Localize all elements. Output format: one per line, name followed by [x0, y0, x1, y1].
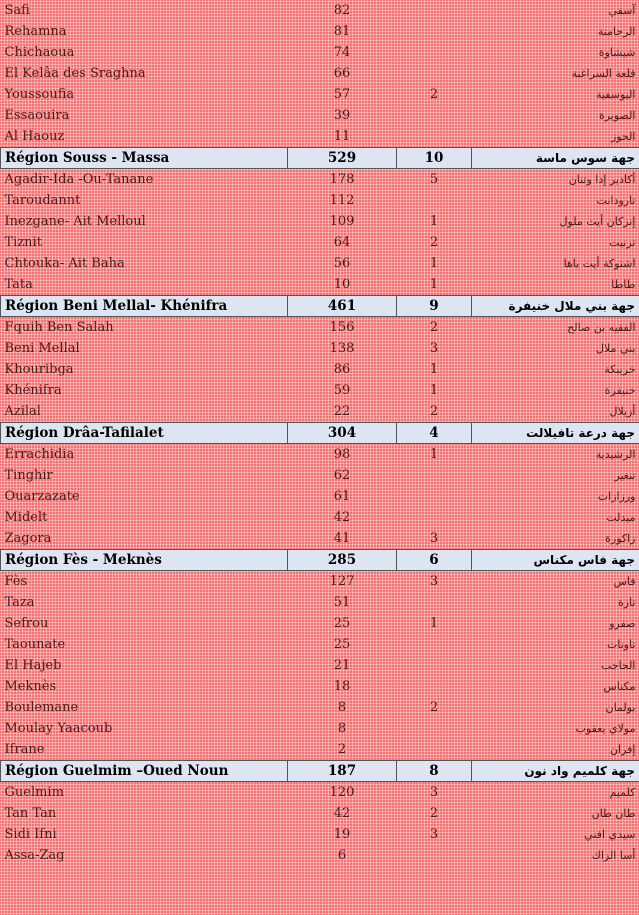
- row-arabic-name: بني ملال: [596, 342, 636, 355]
- row-arabic-name: الرحامنة: [597, 25, 636, 38]
- row-extra: [397, 0, 472, 21]
- region-row: [1, 550, 639, 571]
- row-count: 21: [333, 658, 351, 673]
- row-arabic-name: أزيلال: [609, 405, 636, 418]
- row-extra: [397, 21, 472, 42]
- row-name: Tata: [4, 277, 33, 292]
- row-name: El Hajeb: [4, 658, 62, 673]
- row-extra: 3: [429, 574, 439, 589]
- row-count: 56: [333, 256, 351, 271]
- row-count: 8: [337, 721, 347, 736]
- row-name: Région Beni Mellal- Khénifra: [1, 296, 288, 317]
- row-extra: 2: [429, 806, 439, 821]
- row-extra: 3: [429, 341, 439, 356]
- row-count: 86: [333, 362, 351, 377]
- row-name: Beni Mellal: [4, 341, 80, 356]
- row-count: 66: [333, 66, 351, 81]
- row-arabic-name: اشتوكة أيت باها: [563, 257, 636, 270]
- row-name: Khénifra: [4, 383, 62, 398]
- row-name: Khouribga: [4, 362, 74, 377]
- table-row: [1, 528, 639, 550]
- row-count: 51: [333, 595, 351, 610]
- row-count: 81: [333, 24, 351, 39]
- row-extra: [397, 739, 472, 761]
- row-count: 25: [333, 616, 351, 631]
- row-arabic-name: جهة سوس ماسة: [472, 148, 639, 169]
- table-row: [1, 63, 639, 84]
- row-count: 187: [288, 761, 397, 782]
- row-extra: [397, 63, 472, 84]
- row-extra: [397, 507, 472, 528]
- row-name: Sefrou: [4, 616, 49, 631]
- row-count: 461: [288, 296, 397, 317]
- table-row: [1, 655, 639, 676]
- row-arabic-name: تنغير: [614, 469, 636, 482]
- table-row: [1, 105, 639, 126]
- region-row: [1, 296, 639, 317]
- row-arabic-name: صفرو: [609, 617, 636, 630]
- row-name: Rehamna: [4, 24, 67, 39]
- region-row: [1, 761, 639, 782]
- row-name: Fquih Ben Salah: [4, 320, 114, 335]
- row-arabic-name: فاس: [613, 575, 636, 588]
- row-name: Youssoufia: [4, 87, 75, 102]
- row-count: 109: [329, 214, 355, 229]
- row-extra: 3: [429, 785, 439, 800]
- row-arabic-name: مكناس: [603, 680, 636, 693]
- row-count: 138: [329, 341, 355, 356]
- row-name: El Kelâa des Sraghna: [4, 66, 146, 81]
- table-row: [1, 211, 639, 232]
- row-extra: [397, 845, 472, 866]
- row-count: 285: [288, 550, 397, 571]
- table-row: [1, 84, 639, 105]
- row-count: 39: [333, 108, 351, 123]
- row-name: Tan Tan: [4, 806, 57, 821]
- row-arabic-name: الرشيدية: [595, 448, 636, 461]
- row-count: 19: [333, 827, 351, 842]
- table-row: [1, 274, 639, 296]
- row-arabic-name: الفقيه بن صالح: [567, 321, 636, 334]
- row-name: Région Guelmim –Oued Noun: [1, 761, 288, 782]
- row-arabic-name: الصويرة: [598, 109, 636, 122]
- row-extra: 4: [397, 423, 472, 444]
- row-extra: 6: [397, 550, 472, 571]
- row-count: 25: [333, 637, 351, 652]
- row-extra: 2: [429, 320, 439, 335]
- row-count: 42: [333, 510, 351, 525]
- row-extra: 10: [397, 148, 472, 169]
- table-row: [1, 338, 639, 359]
- row-arabic-name: خنيفرة: [604, 384, 636, 397]
- table-row: [1, 465, 639, 486]
- table-row: [1, 592, 639, 613]
- row-count: 18: [333, 679, 351, 694]
- row-count: 11: [333, 129, 351, 144]
- row-extra: [397, 592, 472, 613]
- row-extra: 1: [429, 256, 439, 271]
- row-arabic-name: آسفي: [608, 4, 636, 17]
- row-extra: [397, 634, 472, 655]
- row-arabic-name: ورزازات: [597, 490, 636, 503]
- region-row: [1, 423, 639, 444]
- table-row: [1, 21, 639, 42]
- row-name: Agadir-Ida -Ou-Tanane: [4, 172, 154, 187]
- row-name: Sidi Ifni: [4, 827, 57, 842]
- row-extra: [397, 42, 472, 63]
- row-extra: [397, 190, 472, 211]
- row-arabic-name: جهة بني ملال خنيفرة: [472, 296, 639, 317]
- table-row: [1, 803, 639, 824]
- row-count: 304: [288, 423, 397, 444]
- row-name: Moulay Yaacoub: [4, 721, 113, 736]
- row-count: 127: [329, 574, 355, 589]
- row-extra: 2: [429, 404, 439, 419]
- row-arabic-name: اليوسفية: [596, 88, 636, 101]
- row-name: Assa-Zag: [4, 848, 65, 863]
- row-arabic-name: أكادير إدا وتنان: [568, 173, 636, 186]
- row-name: Tiznit: [4, 235, 42, 250]
- row-count: 41: [333, 531, 351, 546]
- row-arabic-name: تازة: [618, 596, 636, 609]
- row-extra: 9: [397, 296, 472, 317]
- table-row: [1, 317, 639, 339]
- row-count: 64: [333, 235, 351, 250]
- row-extra: [397, 126, 472, 148]
- row-name: Taounate: [4, 637, 66, 652]
- row-extra: 1: [429, 362, 439, 377]
- row-name: Midelt: [4, 510, 48, 525]
- row-extra: [397, 486, 472, 507]
- row-name: Al Haouz: [4, 129, 65, 144]
- row-arabic-name: سيدي افني: [584, 828, 636, 841]
- table-row: [1, 0, 639, 21]
- row-count: 62: [333, 468, 351, 483]
- row-extra: [397, 465, 472, 486]
- row-arabic-name: الحوز: [610, 130, 636, 143]
- row-count: 22: [333, 404, 351, 419]
- row-name: Chichaoua: [4, 45, 75, 60]
- row-extra: 3: [429, 531, 439, 546]
- row-name: Boulemane: [4, 700, 79, 715]
- row-name: Meknès: [4, 679, 57, 694]
- row-arabic-name: تزنيت: [609, 236, 636, 249]
- table-row: [1, 507, 639, 528]
- row-arabic-name: زاكورة: [605, 532, 636, 545]
- table-row: [1, 634, 639, 655]
- table-row: [1, 401, 639, 423]
- row-count: 74: [333, 45, 351, 60]
- row-name: Région Fès - Meknès: [1, 550, 288, 571]
- table-row: [1, 169, 639, 191]
- row-name: Zagora: [4, 531, 52, 546]
- row-name: Taroudannt: [4, 193, 81, 208]
- table-row: [1, 739, 639, 761]
- row-name: Inezgane- Ait Melloul: [4, 214, 146, 229]
- row-arabic-name: طاطا: [611, 278, 636, 291]
- row-extra: [397, 718, 472, 739]
- region-row: [1, 148, 639, 169]
- row-extra: 1: [429, 616, 439, 631]
- row-extra: 1: [429, 214, 439, 229]
- regions-table-body: [1, 0, 639, 866]
- table-row: [1, 253, 639, 274]
- row-name: Ifrane: [4, 742, 45, 757]
- row-name: Azilal: [4, 404, 41, 419]
- table-row: [1, 190, 639, 211]
- row-extra: [397, 676, 472, 697]
- row-name: Chtouka- Ait Baha: [4, 256, 125, 271]
- row-name: Tinghir: [4, 468, 53, 483]
- row-arabic-name: الحاجب: [601, 659, 636, 672]
- row-arabic-name: ميدلت: [606, 511, 636, 524]
- row-arabic-name: أسا الزاك: [591, 849, 636, 862]
- row-count: 10: [333, 277, 351, 292]
- row-count: 6: [337, 848, 347, 863]
- row-count: 59: [333, 383, 351, 398]
- row-count: 61: [333, 489, 351, 504]
- table-row: [1, 845, 639, 866]
- row-arabic-name: قلعة السراغنة: [571, 67, 636, 80]
- table-row: [1, 486, 639, 507]
- row-arabic-name: تارودانت: [596, 194, 636, 207]
- row-count: 8: [337, 700, 347, 715]
- table-row: [1, 444, 639, 466]
- row-extra: 2: [429, 235, 439, 250]
- row-count: 98: [333, 447, 351, 462]
- row-count: 112: [329, 193, 355, 208]
- row-arabic-name: خريبكة: [604, 363, 636, 376]
- table-row: [1, 718, 639, 739]
- row-extra: 1: [429, 277, 439, 292]
- row-count: 2: [337, 742, 347, 757]
- row-arabic-name: طان طان: [591, 807, 636, 820]
- row-name: Région Drâa-Tafilalet: [1, 423, 288, 444]
- row-count: 57: [333, 87, 351, 102]
- table-row: [1, 782, 639, 804]
- row-arabic-name: إفران: [609, 743, 636, 756]
- table-row: [1, 571, 639, 593]
- table-row: [1, 697, 639, 718]
- row-name: Région Souss - Massa: [1, 148, 288, 169]
- row-extra: 2: [429, 700, 439, 715]
- row-count: 529: [288, 148, 397, 169]
- row-name: Errachidia: [4, 447, 75, 462]
- row-arabic-name: جهة كلميم واد نون: [472, 761, 639, 782]
- row-name: Taza: [4, 595, 35, 610]
- row-extra: 3: [429, 827, 439, 842]
- row-arabic-name: تاونات: [607, 638, 636, 651]
- row-name: Fès: [4, 574, 28, 589]
- row-extra: 1: [429, 447, 439, 462]
- row-arabic-name: بولمان: [605, 701, 636, 714]
- table-row: [1, 676, 639, 697]
- row-extra: [397, 655, 472, 676]
- row-count: 178: [329, 172, 355, 187]
- row-name: Ouarzazate: [4, 489, 80, 504]
- row-extra: 2: [429, 87, 439, 102]
- row-extra: 5: [429, 172, 439, 187]
- row-arabic-name: جهة فاس مكناس: [472, 550, 639, 571]
- row-name: Safi: [4, 3, 30, 18]
- row-name: Essaouira: [4, 108, 70, 123]
- row-arabic-name: كلميم: [609, 786, 636, 799]
- table-row: [1, 380, 639, 401]
- row-extra: 1: [429, 383, 439, 398]
- row-arabic-name: جهة درعة تافيلالت: [472, 423, 639, 444]
- row-count: 42: [333, 806, 351, 821]
- table-row: [1, 126, 639, 148]
- table-row: [1, 232, 639, 253]
- row-extra: [397, 105, 472, 126]
- row-count: 82: [333, 3, 351, 18]
- row-arabic-name: إنزكان أيت ملول: [559, 215, 636, 228]
- row-extra: 8: [397, 761, 472, 782]
- table-row: [1, 42, 639, 63]
- table-row: [1, 824, 639, 845]
- table-row: [1, 613, 639, 634]
- row-arabic-name: شيشاوة: [598, 46, 636, 59]
- row-count: 120: [329, 785, 355, 800]
- row-arabic-name: مولاي يعقوب: [575, 722, 636, 735]
- row-count: 156: [329, 320, 355, 335]
- table-row: [1, 359, 639, 380]
- row-name: Guelmim: [4, 785, 64, 800]
